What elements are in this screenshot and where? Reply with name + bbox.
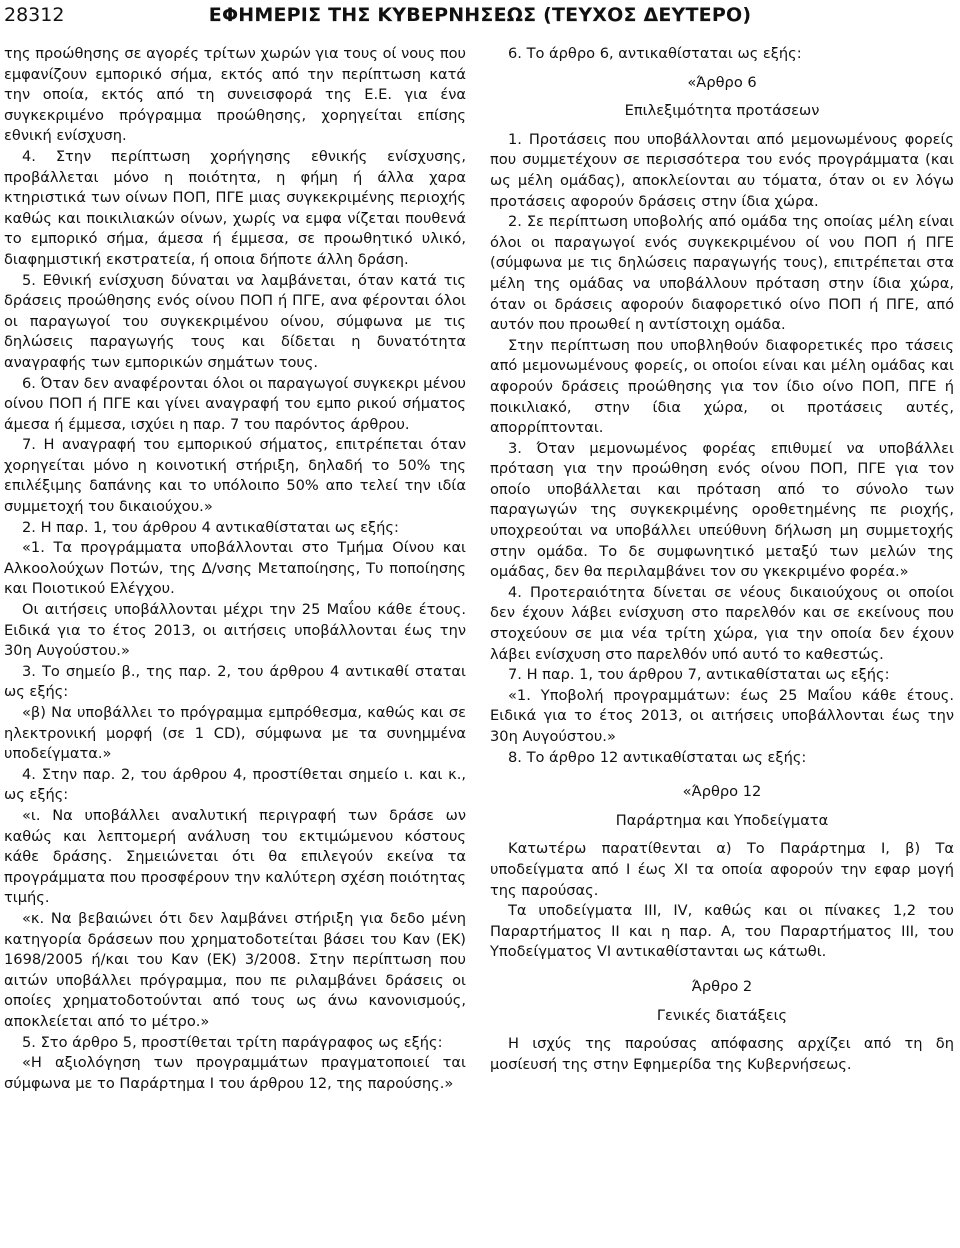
page-header: [0, 0, 960, 34]
paragraph: 4. Προτεραιότητα δίνεται σε νέους δικαιούχους οι οποίοι δεν έχουν λάβει ενίσχυση στο παρελθόν και σε εκείνους που στοχεύουν σε μια νέα τρίτη χώρα, για την οποία δεν έχουν λάβει ενίσχυση στο παρελθόν υπό αυτό το καθεστώς.: [490, 583, 954, 663]
paragraph: 2. Σε περίπτωση υποβολής από ομάδα της οποίας μέλη είναι όλοι οι παραγωγοί ενός συγκεκριμένου οί νου ΠΟΠ ή ΠΓΕ (σύμφωνα με τις δηλώσεις παραγωγής τους), επιτρέπεται στα μέλη της ομάδας να υποβάλλουν πρόταση στην ίδια χώρα, όταν οι δράσεις αφορούν διαφορετικό οίνο ΠΟΠ ή ΠΓΕ, από αυτόν που προωθεί η αντίστοιχη ομάδα.: [490, 213, 954, 334]
paragraph: 6. Το άρθρο 6, αντικαθίσταται ως εξής:: [508, 45, 802, 62]
paragraph: 7. Η αναγραφή του εμπορικού σήματος, επιτρέπεται όταν χορηγείται μόνο η κοινοτική στήριξη, δηλαδή το 50% της επιλέξιμης δαπάνης και το υπόλοιπο 50% απο τελεί την ιδία συμμετοχή του δικαιούχου.»: [4, 436, 466, 516]
paragraph: Τα υποδείγματα ΙΙΙ, ΙV, καθώς και οι πίνακες 1,2 του Παραρτήματος ΙΙ και η παρ. Α, του Παραρτήματος ΙΙΙ, του Υποδείγματος VΙ αντικαθίστανται ως κάτωθι.: [490, 902, 954, 961]
paragraph: «κ. Να βεβαιώνει ότι δεν λαμβάνει στήριξη για δεδο μένη κατηγορία δράσεων που χρηματοδοτείται βάσει του Καν (ΕΚ) 1698/2005 ή/και του Καν (ΕΚ) 3/2008. Στην περίπτωση που αιτών υποβάλλει πρόγραμμα, που πε ριλαμβάνει δράσεις οι οποίες χρηματοδοτούνται από τους ως άνω κανονισμούς, αποκλείεται από το μέτρο.»: [4, 909, 466, 1030]
paragraph: 3. Το σημείο β., της παρ. 2, του άρθρου 4 αντικαθί σταται ως εξής:: [4, 662, 466, 701]
paragraph: 4. Στην παρ. 2, του άρθρου 4, προστίθεται σημείο ι. και κ., ως εξής:: [4, 765, 466, 804]
paragraph: 4. Στην περίπτωση χορήγησης εθνικής ενίσχυσης, προβάλλεται μόνο η ποιότητα, η φήμη ή άλλα χαρα κτηριστικά των οίνων ΠΟΠ, ΠΓΕ μιας συγκεκριμένης περιοχής καθώς και ποικιλιακών οίνων, χωρίς να εμφα νίζεται πουθενά το εμπορικό σήμα, άμεσα ή έμμεσα, σε προωθητικό υλικό, διαφημιστική εκστρατεία, ή οποια δήποτε άλλη δράση.: [4, 147, 466, 268]
article-heading: Άρθρο 2: [691, 977, 753, 995]
paragraph: της προώθησης σε αγορές τρίτων χωρών για τους οί νους που εμφανίζουν εμπορικό σήμα, εκτός από την περίπτωση κατά την οποία, εκτός από τη συνεισφορά της Ε.Ε. για ένα συγκεκριμένο πρόγραμμα προώθησης, χορηγείται επίσης εθνική ενίσχυση.: [4, 45, 466, 145]
paragraph: «1. Υποβολή προγραμμάτων: έως 25 Μαΐου κάθε έτους. Ειδικά για το έτος 2013, οι αιτήσεις υποβάλλονται έως την 30η Αυγούστου.»: [490, 686, 954, 745]
right-column: [490, 44, 954, 1075]
paragraph: 3. Όταν μεμονωμένος φορέας επιθυμεί να υποβάλλει πρόταση για την προώθηση ενός οίνου ΠΟΠ, ΠΓΕ για τον οποίο υποβάλλεται και πρόταση από το σύνολο των παραγωγών της συγκεκριμένης οροθετημένης πε ριοχής, υποχρεούται να υποβάλλει υπεύθυνη δήλωση μη συμμετοχής στην ομάδα. Το δε συμφωνητικό μεταξύ των μελών της ομάδας, δεν θα περιλαμβάνει τον συ γκεκριμένο φορέα.»: [490, 439, 954, 581]
paragraph: 2. Η παρ. 1, του άρθρου 4 αντικαθίσταται ως εξής:: [22, 518, 399, 536]
paragraph: 5. Εθνική ενίσχυση δύναται να λαμβάνεται, όταν κατά τις δράσεις προώθησης ενός οίνου ΠΟΠ ή ΠΓΕ, ανα φέρονται όλοι οι παραγωγοί του συγκεκριμένου οίνου, σύμφωνα με τις δηλώσεις παραγωγής τους και δίδεται η δυνατότητα αναγραφής των εμπορικών σημάτων τους.: [4, 271, 466, 371]
paragraph: 1. Προτάσεις που υποβάλλονται από μεμονωμένους φορείς που συμμετέχουν σε περισσότερα του ενός προγράμματα (και ως μέλη ομάδας), αποκλείονται αυ τόματα, όταν οι εν λόγω προτάσεις αφορούν δράσεις στην ίδια χώρα.: [490, 130, 954, 210]
paragraph: 6. Όταν δεν αναφέρονται όλοι οι παραγωγοί συγκεκρι μένου οίνου ΠΟΠ ή ΠΓΕ και γίνει αναγραφή του εμπο ρικού σήματος άμεσα ή έμμεσα, ισχύει η παρ. 7 του παρόντος άρθρου.: [4, 374, 466, 433]
paragraph: 5. Στο άρθρο 5, προστίθεται τρίτη παράγραφος ως εξής:: [22, 1033, 443, 1051]
article-subtitle: Γενικές διατάξεις: [656, 1006, 788, 1024]
paragraph: Στην περίπτωση που υποβληθούν διαφορετικές προ τάσεις από μεμονωμένους φορείς, οι οποίοι είναι και μέλη ομάδας και αφορούν δράσεις προώθησης για τον ίδιο οίνο ΠΟΠ, ΠΓΕ ή ποικιλιακό, στην ίδια χώρα, οι προτάσεις αυτές, απορρίπτονται.: [490, 336, 954, 437]
paragraph: «β) Να υποβάλλει το πρόγραμμα εμπρόθεσμα, καθώς και σε ηλεκτρονική μορφή (σε 1 CD), σύμφωνα με τα συνημμένα υποδείγματα.»: [4, 704, 466, 763]
paragraph: 8. Το άρθρο 12 αντικαθίσταται ως εξής:: [508, 748, 807, 766]
page-number: 28312: [4, 4, 65, 26]
left-column: [4, 44, 466, 1094]
paragraph: Κατωτέρω παρατίθενται α) Το Παράρτημα Ι, β) Τα υποδείγματα από Ι έως ΧΙ τα οποία αφορούν την εφαρ μογή της παρούσας.: [490, 840, 954, 899]
article-heading: «Άρθρο 6: [687, 73, 757, 91]
paragraph: Οι αιτήσεις υποβάλλονται μέχρι την 25 Μαΐου κάθε έτους. Ειδικά για το έτος 2013, οι αιτήσεις υποβάλλονται έως την 30η Αυγούστου.»: [4, 601, 466, 660]
gazette-title: ΕΦΗΜΕΡΙΣ ΤΗΣ ΚΥΒΕΡΝΗΣΕΩΣ (ΤΕΥΧΟΣ ΔΕΥΤΕΡΟ): [208, 4, 752, 26]
paragraph: «Η αξιολόγηση των προγραμμάτων πραγματοποιεί ται σύμφωνα με το Παράρτημα Ι του άρθρου 12, της παρούσης.»: [4, 1054, 466, 1092]
article-subtitle: Επιλεξιμότητα προτάσεων: [624, 102, 820, 120]
paragraph: Η ισχύς της παρούσας απόφασης αρχίζει από τη δη μοσίευσή της στην Εφημερίδα της Κυβερνήσεως.: [490, 1035, 954, 1073]
paragraph: «ι. Να υποβάλλει αναλυτική περιγραφή των δράσε ων καθώς και λεπτομερή ανάλυση του εκτιμώμενου κόστους κάθε δράσης. Σημειώνεται ότι θα επιλεγούν εκείνα τα προγράμματα που προσφέρουν την καλύτερη σχέση ποιότητας τιμής.: [4, 806, 466, 907]
article-subtitle: Παράρτημα και Υποδείγματα: [615, 811, 829, 829]
article-heading: «Άρθρο 12: [682, 783, 762, 801]
paragraph: «1. Τα προγράμματα υποβάλλονται στο Τμήμα Οίνου και Αλκοολούχων Ποτών, της Δ/νσης Μεταποίησης, Τυ ποποίησης και Ποιοτικού Ελέγχου.: [4, 539, 466, 598]
paragraph: 7. Η παρ. 1, του άρθρου 7, αντικαθίσταται ως εξής:: [508, 666, 890, 684]
